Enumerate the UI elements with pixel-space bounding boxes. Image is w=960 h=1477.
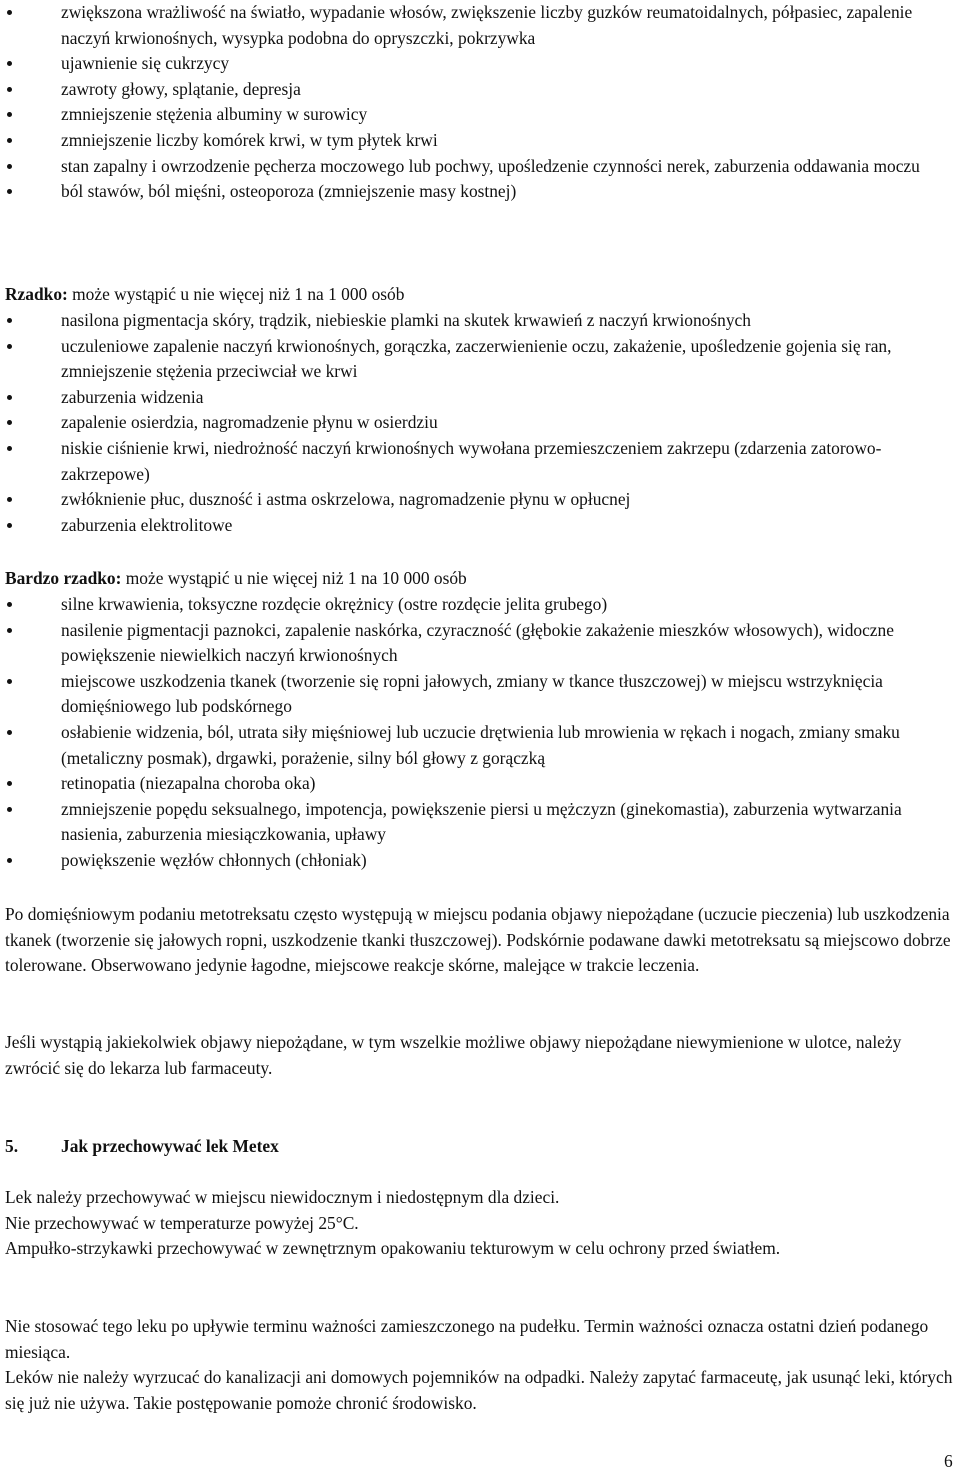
list-item: zaburzenia elektrolitowe — [0, 513, 958, 539]
list-item: silne krwawienia, toksyczne rozdęcie okrężnicy (ostre rozdęcie jelita grubego) — [0, 592, 958, 618]
very-rare-frequency-heading — [5, 566, 955, 592]
rare-frequency-heading — [5, 282, 955, 308]
very-rare-description: może wystąpić u nie więcej niż 1 na 10 000 osób — [121, 568, 467, 588]
list-item: zmniejszenie stężenia albuminy w surowicy — [0, 102, 958, 128]
section-number: 5. — [5, 1136, 19, 1156]
page-number: 6 — [944, 1451, 953, 1471]
list-item: ujawnienie się cukrzycy — [0, 51, 958, 77]
list-item: ból stawów, ból mięśni, osteoporoza (zmniejszenie masy kostnej) — [0, 179, 958, 205]
list-item: osłabienie widzenia, ból, utrata siły mięśniowej lub uczucie drętwienia lub mrowienia w rękach i nogach, zmiany smaku (metaliczny posmak), drgawki, porażenie, silny ból głowy z gorączką — [0, 720, 958, 771]
rare-label: Rzadko: — [5, 284, 68, 304]
list-item: zawroty głowy, splątanie, depresja — [0, 77, 958, 103]
very-rare-label: Bardzo rzadko: — [5, 568, 122, 588]
very-rare-side-effects-list — [0, 592, 958, 874]
list-item: zmniejszenie popędu seksualnego, impotencja, powiększenie piersi u mężczyzn (ginekomastia), zaburzenia wytwarzania nasienia, zaburzenia miesiączkowania, upławy — [0, 797, 958, 848]
expiry-line: Nie stosować tego leku po upływie terminu ważności zamieszczonego na pudełku. Termin ważności oznacza ostatni dzień podanego miesiąca. — [5, 1316, 929, 1362]
side-effects-continued-list — [0, 0, 958, 205]
list-item: zwiększona wrażliwość na światło, wypadanie włosów, zwiększenie liczby guzków reumatoidalnych, półpasiec, zapalenie naczyń krwionośnych, wysypka podobna do opryszczki, pokrzywka — [0, 0, 958, 51]
list-item: zapalenie osierdzia, nagromadzenie płynu w osierdziu — [0, 410, 958, 436]
storage-instructions — [5, 1185, 955, 1262]
section-title: Jak przechowywać lek Metex — [61, 1136, 279, 1156]
rare-description: może wystąpić u nie więcej niż 1 na 1 000 osób — [67, 284, 405, 304]
list-item: uczuleniowe zapalenie naczyń krwionośnych, gorączka, zaczerwienienie oczu, zakażenie, upośledzenie gojenia się ran, zmniejszenie stężenia przeciwciał we krwi — [0, 334, 958, 385]
list-item: nasilona pigmentacja skóry, trądzik, niebieskie plamki na skutek krwawień z naczyń krwionośnych — [0, 308, 958, 334]
list-item: stan zapalny i owrzodzenie pęcherza moczowego lub pochwy, upośledzenie czynności nerek, zaburzenia oddawania moczu — [0, 154, 958, 180]
expiry-and-disposal-instructions — [5, 1314, 955, 1416]
report-side-effects-paragraph: Jeśli wystąpią jakiekolwiek objawy niepożądane, w tym wszelkie możliwe objawy niepożądane niewymienione w ulotce, należy zwrócić się do lekarza lub farmaceuty. — [5, 1032, 902, 1078]
list-item: niskie ciśnienie krwi, niedrożność naczyń krwionośnych wywołana przemieszczeniem zakrzepu (zdarzenia zatorowo-zakrzepowe) — [0, 436, 958, 487]
intramuscular-reactions-paragraph: Po domięśniowym podaniu metotreksatu często występują w miejscu podania objawy niepożądane (uczucie pieczenia) lub uszkodzenia tkanek (tworzenie się jałowych ropni, uszkodzenie tkanki tłuszczowej). Podskórnie podawane dawki metotreksatu są miejscowo dobrze tolerowane. Obserwowano jedynie łagodne, miejscowe reakcje skórne, malejące w trakcie leczenia. — [5, 904, 951, 976]
storage-line: Lek należy przechowywać w miejscu niewidocznym i niedostępnym dla dzieci. — [5, 1187, 560, 1207]
list-item: zwłóknienie płuc, duszność i astma oskrzelowa, nagromadzenie płynu w opłucnej — [0, 487, 958, 513]
disposal-line: Leków nie należy wyrzucać do kanalizacji ani domowych pojemników na odpadki. Należy zapytać farmaceutę, jak usunąć leki, których się już nie używa. Takie postępowanie pomoże chronić środowisko. — [5, 1367, 953, 1413]
list-item: nasilenie pigmentacji paznokci, zapalenie naskórka, czyraczność (głębokie zakażenie mieszków włosowych), widoczne powiększenie niewielkich naczyń krwionośnych — [0, 618, 958, 669]
list-item: miejscowe uszkodzenia tkanek (tworzenie się ropni jałowych, zmiany w tkance tłuszczowej) w miejscu wstrzyknięcia domięśniowego lub podskórnego — [0, 669, 958, 720]
list-item: zmniejszenie liczby komórek krwi, w tym płytek krwi — [0, 128, 958, 154]
list-item: zaburzenia widzenia — [0, 385, 958, 411]
rare-side-effects-list — [0, 308, 958, 538]
storage-line: Ampułko-strzykawki przechowywać w zewnętrznym opakowaniu tekturowym w celu ochrony przed światłem. — [5, 1238, 781, 1259]
list-item: retinopatia (niezapalna choroba oka) — [0, 771, 958, 797]
section-5-heading — [5, 1134, 279, 1160]
list-item: powiększenie węzłów chłonnych (chłoniak) — [0, 848, 958, 874]
storage-line: Nie przechowywać w temperaturze powyżej 25°C. — [5, 1212, 359, 1233]
